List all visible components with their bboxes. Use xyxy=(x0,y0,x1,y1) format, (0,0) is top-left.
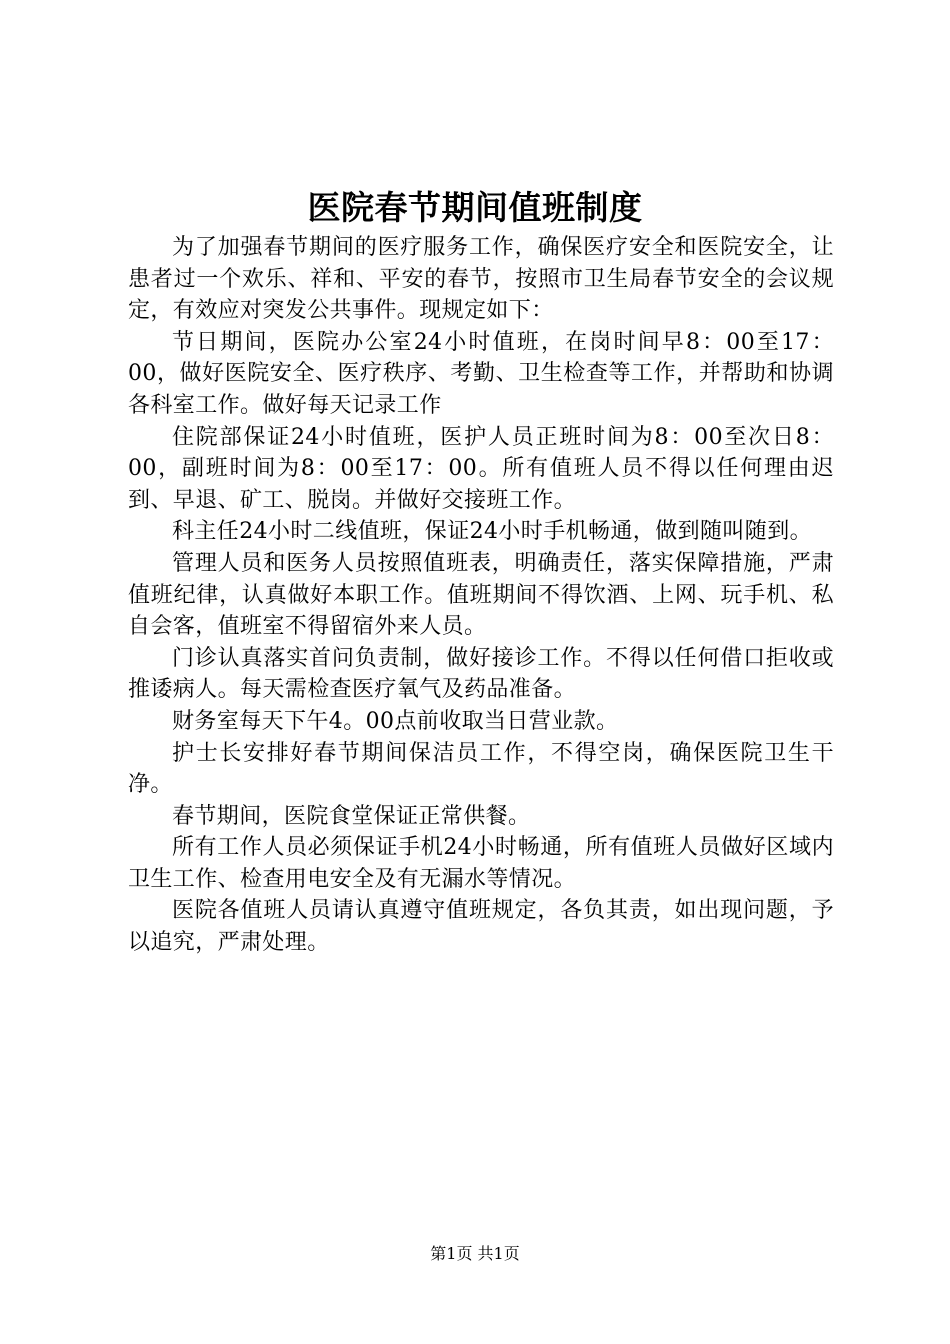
paragraph-conclusion: 医院各值班人员请认真遵守值班规定，各负其责，如出现问题，予以追究，严肃处理。 xyxy=(128,898,834,956)
paragraph-outpatient: 门诊认真落实首问负责制，做好接诊工作。不得以任何借口拒收或推诿病人。每天需检查医疗氧气及药品准备。 xyxy=(128,645,834,703)
paragraph-director-duty: 科主任24小时二线值班，保证24小时手机畅通，做到随叫随到。 xyxy=(172,519,812,545)
paragraph-intro: 为了加强春节期间的医疗服务工作，确保医疗安全和医院安全，让患者过一个欢乐、祥和、平安的春节，按照市卫生局春节安全的会议规定，有效应对突发公共事件。现规定如下： xyxy=(128,235,834,324)
paragraph-inpatient-duty: 住院部保证24小时值班，医护人员正班时间为8：00至次日8：00，副班时间为8：00至17：00。所有值班人员不得以任何理由迟到、早退、矿工、脱岗。并做好交接班工作。 xyxy=(128,424,834,513)
paragraph-office-duty: 节日期间，医院办公室24小时值班，在岗时间早8：00至17：00，做好医院安全、医疗秩序、考勤、卫生检查等工作，并帮助和协调各科室工作。做好每天记录工作 xyxy=(128,329,834,418)
paragraph-staff-discipline: 管理人员和医务人员按照值班表，明确责任，落实保障措施，严肃值班纪律，认真做好本职工作。值班期间不得饮酒、上网、玩手机、私自会客，值班室不得留宿外来人员。 xyxy=(128,550,834,640)
document-title: 医院春节期间值班制度 xyxy=(307,188,643,227)
page-number-footer: 第1页 共1页 xyxy=(430,1244,520,1263)
paragraph-head-nurse: 护士长安排好春节期间保洁员工作，不得空岗，确保医院卫生干净。 xyxy=(128,740,834,798)
paragraph-all-staff: 所有工作人员必须保证手机24小时畅通，所有值班人员做好区域内卫生工作、检查用电安全及有无漏水等情况。 xyxy=(128,835,834,892)
paragraph-canteen: 春节期间，医院食堂保证正常供餐。 xyxy=(172,803,531,829)
document-body xyxy=(128,232,834,959)
paragraph-finance: 财务室每天下午4。00点前收取当日营业款。 xyxy=(172,708,619,734)
